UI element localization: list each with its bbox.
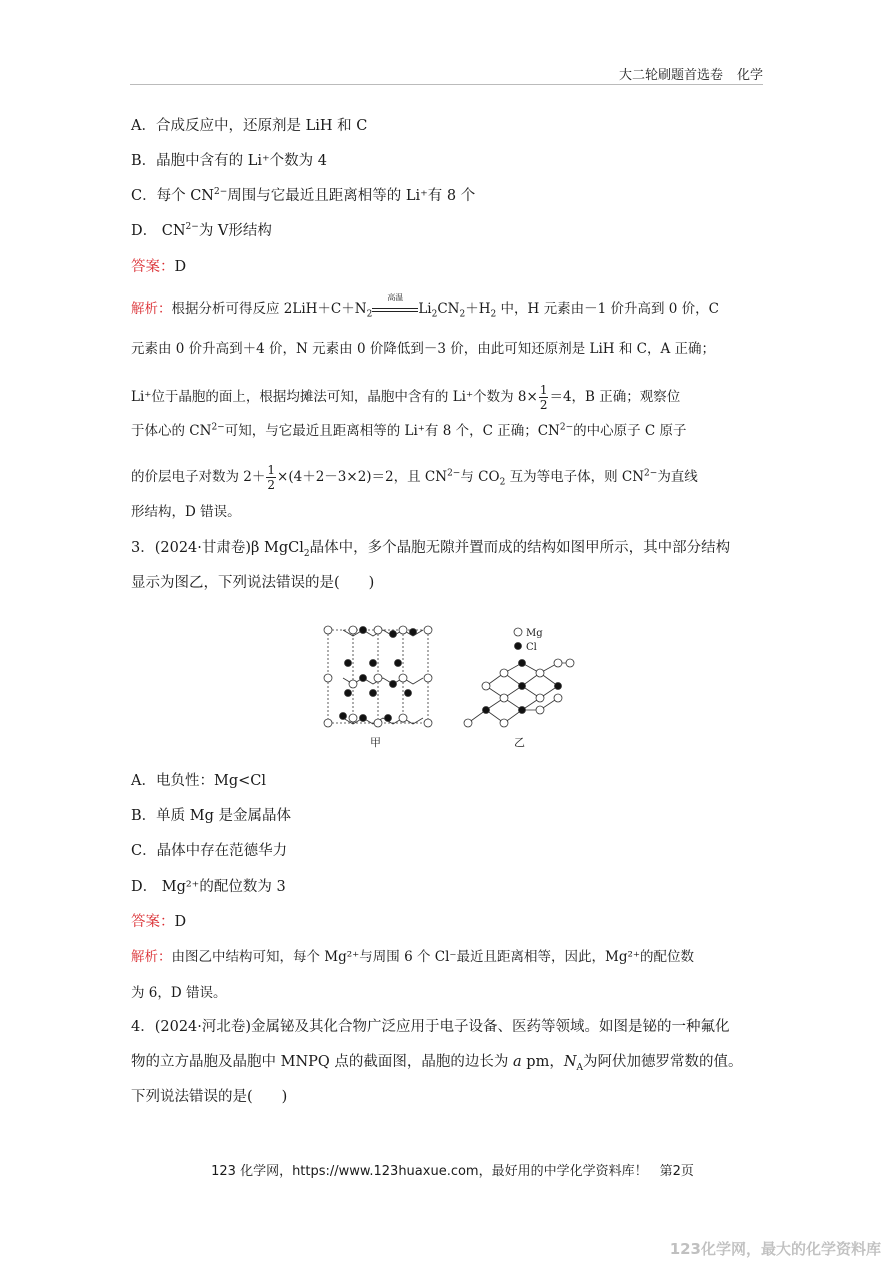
q2-exp5-sub: 2 bbox=[499, 477, 506, 488]
figure-a-label: 甲 bbox=[370, 736, 381, 749]
reaction-condition: 高温 bbox=[387, 292, 404, 302]
q3-option-d: D． Mg²⁺的配位数为 3 bbox=[131, 879, 286, 895]
q2-answer bbox=[131, 257, 186, 277]
q2-answer-label: 答案： bbox=[131, 259, 175, 275]
footer-text: 123 化学网，https://www.123huaxue.com，最好用的中学化学资料库！ bbox=[211, 1164, 648, 1179]
q4-stem2-var: a bbox=[513, 1054, 522, 1070]
q3-explanation-label: 解析： bbox=[131, 949, 172, 965]
q3-stem-line2: 显示为图乙，下列说法错误的是( ) bbox=[131, 575, 375, 591]
q3-answer-label: 答案： bbox=[131, 914, 175, 930]
q2-exp4-c: 的中心原子 C 原子 bbox=[573, 423, 687, 439]
q3-stem1-a: 3．(2024·甘肃卷)β MgCl bbox=[131, 540, 304, 556]
watermark: 123化学网，最大的化学资料库 bbox=[669, 1240, 881, 1258]
q2-exp5-d: 互为等电子体，则 CN bbox=[505, 469, 645, 485]
q4-stem2-na: N bbox=[563, 1054, 577, 1070]
legend-cl-marker bbox=[515, 643, 522, 650]
q2-exp5-sup2: 2− bbox=[644, 468, 658, 479]
q2-exp1-b: Li bbox=[418, 301, 432, 317]
q3-explanation-line1 bbox=[131, 947, 694, 967]
fraction-numerator: 1 bbox=[267, 463, 276, 477]
figure-b-label: 乙 bbox=[514, 736, 525, 749]
q2-option-c-pre: C．每个 CN bbox=[131, 188, 214, 204]
q2-exp1-c: CN bbox=[437, 301, 460, 317]
q2-explanation-line4 bbox=[131, 421, 687, 441]
q2-explanation-line2: 元素由 0 价升高到＋4 价，N 元素由 0 价降低到－3 价，由此可知还原剂是 LiH 和 C，A 正确； bbox=[131, 341, 716, 357]
fraction-numerator: 1 bbox=[539, 383, 548, 397]
page-number: 第2页 bbox=[659, 1164, 694, 1179]
q2-exp5-c: 与 CO bbox=[460, 469, 500, 485]
q2-option-a: A．合成反应中，还原剂是 LiH 和 C bbox=[131, 118, 368, 134]
q4-stem2-b: pm， bbox=[521, 1054, 564, 1070]
q2-exp4-b: 可知，与它最近且距离相等的 Li⁺有 8 个，C 正确；CN bbox=[224, 423, 560, 439]
fraction-denominator: 2 bbox=[539, 398, 548, 412]
q2-option-d-post: 为 V形结构 bbox=[198, 223, 272, 239]
legend-cl-label: Cl bbox=[526, 642, 537, 653]
q2-option-c bbox=[131, 186, 475, 206]
fraction-denominator: 2 bbox=[267, 478, 276, 492]
q2-option-d-pre: D． CN bbox=[131, 223, 186, 239]
header-title: 大二轮刷题首选卷 bbox=[618, 68, 723, 83]
q3-answer-value: D bbox=[174, 914, 187, 930]
q3-option-c: C．晶体中存在范德华力 bbox=[131, 843, 288, 859]
q4-stem2-c: 为阿伏加德罗常数的值。 bbox=[583, 1054, 743, 1070]
q2-exp5-b: ×(4＋2－3×2)＝2，且 CN bbox=[277, 469, 448, 485]
q2-exp5-e: 为直线 bbox=[657, 469, 698, 485]
q3-option-a: A．电负性：Mg<Cl bbox=[131, 773, 266, 789]
page-footer bbox=[0, 1160, 893, 1179]
fraction bbox=[266, 463, 276, 492]
crystal-structure-figure bbox=[318, 618, 588, 753]
q2-exp5-sup: 2− bbox=[447, 468, 461, 479]
q4-stem-line3: 下列说法错误的是( ) bbox=[131, 1089, 288, 1105]
q2-option-c-post: 周围与它最近且距离相等的 Li⁺有 8 个 bbox=[227, 188, 476, 204]
q3-stem1-sub: 2 bbox=[303, 548, 310, 559]
q2-exp3-b: ＝4，B 正确；观察位 bbox=[549, 389, 681, 405]
q2-option-c-sup: 2− bbox=[214, 187, 228, 198]
q2-exp3-a: Li⁺位于晶胞的面上，根据均摊法可知，晶胞中含有的 Li⁺个数为 8× bbox=[131, 389, 538, 405]
page-header bbox=[130, 64, 763, 85]
q2-exp1-d: ＋H bbox=[465, 301, 491, 317]
q4-stem2-a: 物的立方晶胞及晶胞中 MNPQ 点的截面图，晶胞的边长为 bbox=[131, 1054, 514, 1070]
q2-exp4-sup2: 2− bbox=[559, 422, 574, 433]
q3-stem-line1 bbox=[131, 538, 730, 558]
q2-explanation-line3 bbox=[131, 383, 680, 412]
q4-stem-line1: 4．(2024·河北卷)金属铋及其化合物广泛应用于电子设备、医药等领域。如图是铋的一种氟化 bbox=[131, 1019, 730, 1035]
q2-explanation-label: 解析： bbox=[131, 301, 172, 317]
q2-explanation-line5 bbox=[131, 463, 698, 492]
q2-explanation-line6: 形结构，D 错误。 bbox=[131, 504, 241, 520]
q2-exp5-a: 的价层电子对数为 2＋ bbox=[131, 469, 266, 485]
q3-exp1: 由图乙中结构可知，每个 Mg²⁺与周围 6 个 Cl⁻最近且距离相等，因此，Mg²⁺的配位数 bbox=[171, 949, 695, 965]
q3-answer bbox=[131, 912, 186, 932]
legend-mg-label: Mg bbox=[526, 628, 543, 639]
q2-exp1-e: 中，H 元素由－1 价升高到 0 价，C bbox=[496, 301, 719, 317]
q2-option-d bbox=[131, 221, 272, 241]
legend-mg-marker bbox=[514, 628, 522, 636]
q2-explanation-line1: 解析：根据分析可得反应 $2LiH+C+N_2$ 高温 $Li_2CN_2+H_2$ 中，H 元素由－1 价升高到 0 价，C bbox=[131, 292, 719, 320]
q2-option-b: B．晶胞中含有的 Li⁺个数为 4 bbox=[131, 153, 328, 169]
q2-option-d-sup: 2− bbox=[185, 222, 199, 233]
q3-stem1-b: 晶体中，多个晶胞无隙并置而成的结构如图甲所示，其中部分结构 bbox=[309, 540, 731, 556]
q4-stem-line2 bbox=[131, 1052, 743, 1072]
fraction bbox=[539, 383, 549, 412]
q2-exp4-a: 于体心的 CN bbox=[131, 423, 212, 439]
q2-answer-value: D bbox=[174, 259, 187, 275]
q2-exp1-a: 根据分析可得反应 2LiH＋C＋N bbox=[171, 301, 367, 317]
q3-explanation-line2: 为 6，D 错误。 bbox=[131, 985, 227, 1001]
q4-stem2-na-sub: A bbox=[576, 1062, 583, 1073]
q2-exp4-sup: 2− bbox=[211, 422, 225, 433]
header-subject: 化学 bbox=[736, 68, 763, 83]
reaction-arrow bbox=[372, 292, 418, 317]
q3-option-b: B．单质 Mg 是金属晶体 bbox=[131, 808, 292, 824]
